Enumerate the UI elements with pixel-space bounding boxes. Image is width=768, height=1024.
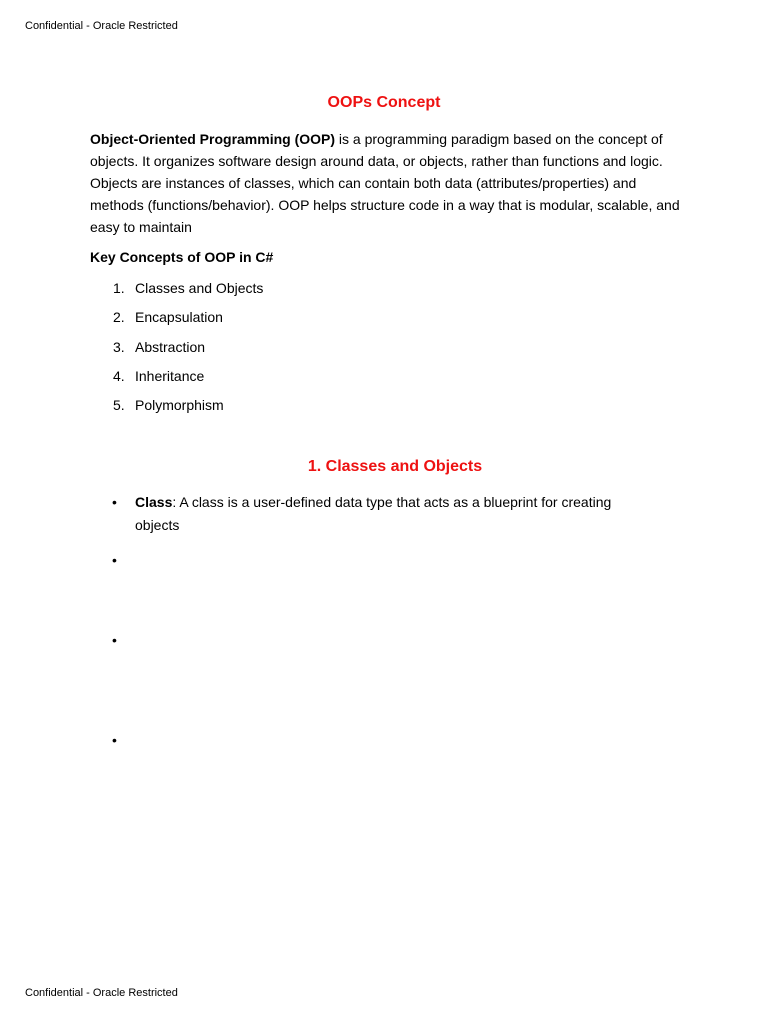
bullet-dot: • (112, 732, 117, 748)
key-concept-label: Polymorphism (135, 397, 224, 414)
confidential-footer-label: Confidential - Oracle Restricted (25, 987, 178, 999)
key-concept-label: Abstraction (135, 338, 206, 355)
document-title: OOPs Concept (327, 94, 441, 111)
confidential-header-label: Confidential - Oracle Restricted (25, 20, 178, 32)
key-concepts-heading: Key Concepts of OOP in C# (90, 249, 274, 265)
list-number: 3. (113, 338, 125, 355)
bullet-dot: • (112, 632, 117, 648)
bullet-dot: • (112, 494, 117, 510)
key-concept-label: Encapsulation (135, 309, 223, 326)
bullet-dot: • (112, 552, 117, 568)
intro-text: is a programming paradigm based on the concept of objects. It organizes software design around data, or objects, rather than functions and logic. Objects are instances of classes, which can contain both data (attributes/properties) and methods (functions/behavior). OOP helps structure code in a way that is modular, scalable, and easy to maintain (90, 131, 680, 235)
key-concept-item (90, 278, 263, 307)
list-number: 4. (113, 367, 125, 384)
key-concept-item (90, 307, 263, 336)
intro-bold-term: Object-Oriented Programming (OOP) (90, 131, 336, 147)
key-concept-item (90, 395, 263, 424)
bullet-bold-term: Class (135, 494, 173, 510)
list-number: 1. (113, 280, 125, 296)
key-concept-item (90, 337, 263, 366)
list-number: 5. (113, 397, 125, 414)
list-number: 2. (113, 309, 125, 326)
key-concepts-list (90, 278, 263, 424)
section-title-classes-objects: 1. Classes and Objects (307, 458, 483, 475)
bullet-description: : A class is a user-defined data type that acts as a blueprint for creating objects (135, 494, 612, 533)
bullet-text (135, 491, 645, 537)
key-concept-label: Inheritance (135, 367, 205, 384)
key-concept-item (90, 366, 263, 395)
intro-paragraph (90, 128, 686, 238)
key-concept-label: Classes and Objects (135, 280, 264, 296)
